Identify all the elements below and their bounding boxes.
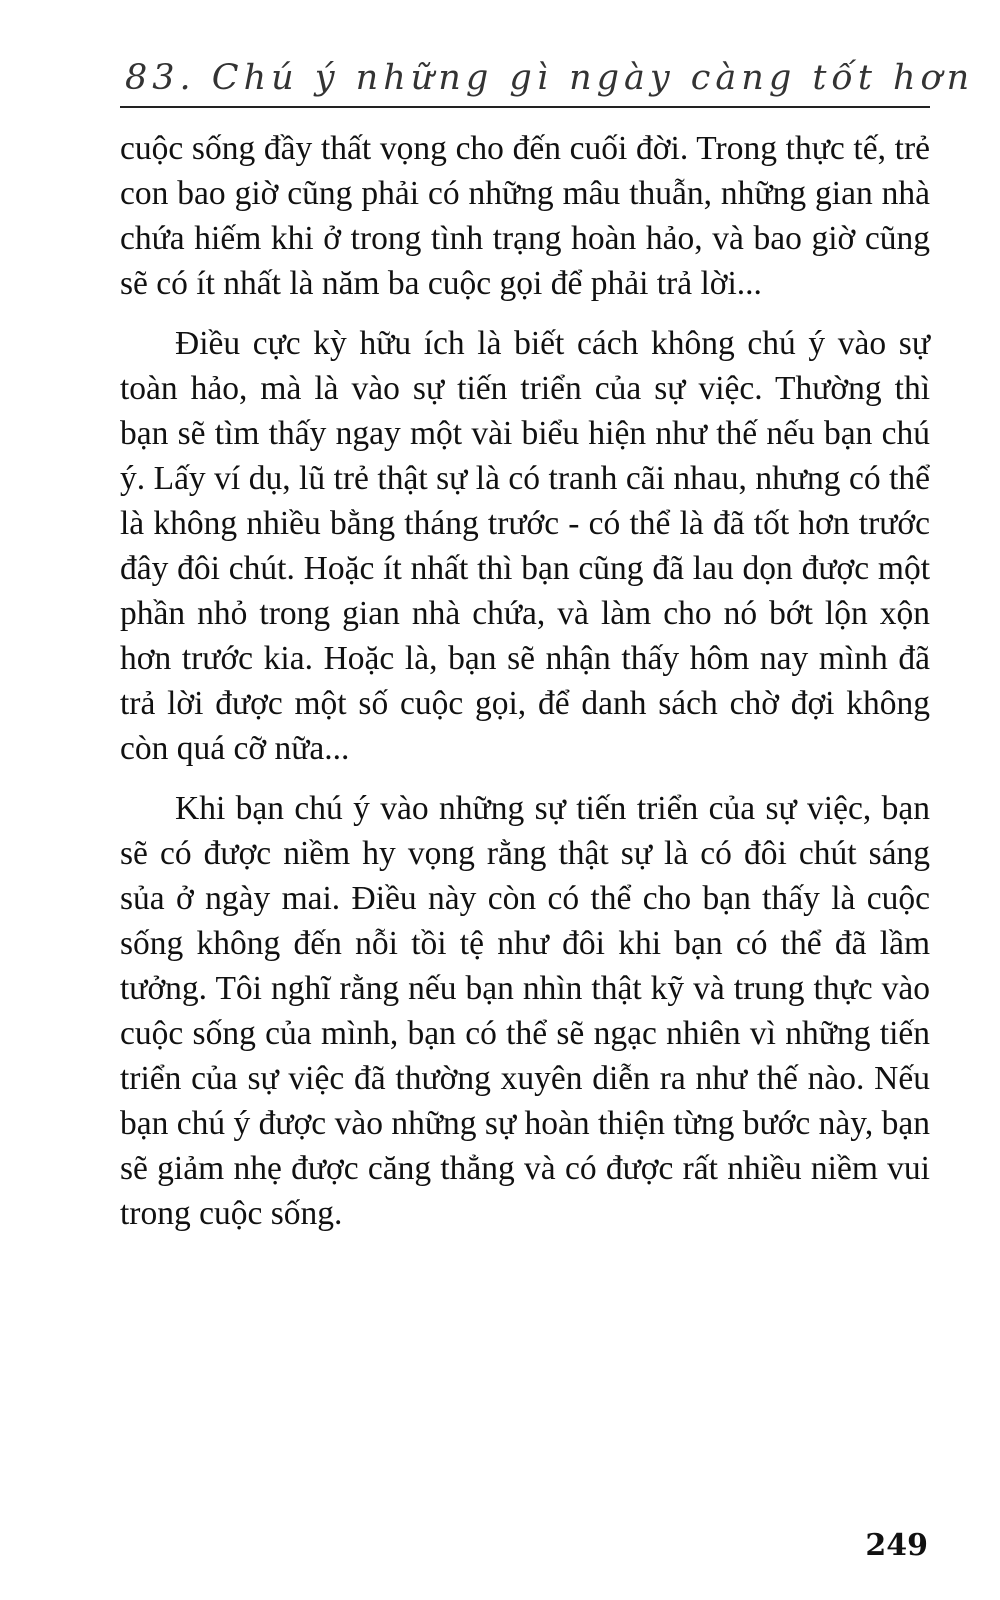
running-header [120, 46, 975, 108]
body-text [120, 126, 930, 1251]
paragraph-continued: cuộc sống đầy thất vọng cho đến cuối đời. Trong thực tế, trẻ con bao giờ cũng phải có những mâu thuẫn, những gian nhà chứa hiếm khi ở trong tình trạng hoàn hảo, và bao giờ cũng sẽ có ít nhất là năm ba cuộc gọi để phải trả lời... [120, 130, 930, 302]
paragraph: Khi bạn chú ý vào những sự tiến triển của sự việc, bạn sẽ có được niềm hy vọng rằng thật sự là có đôi chút sáng sủa ở ngày mai. Điều này còn có thể cho bạn thấy là cuộc sống không đến nỗi tồi tệ như đôi khi bạn có thể đã lầm tưởng. Tôi nghĩ rằng nếu bạn nhìn thật kỹ và trung thực vào cuộc sống của mình, bạn có thể sẽ ngạc nhiên vì những tiến triển của sự việc đã thường xuyên diễn ra như thế nào. Nếu bạn chú ý được vào những sự hoàn thiện từng bước này, bạn sẽ giảm nhẹ được căng thẳng và có được rất nhiều niềm vui trong cuộc sống. [120, 790, 930, 1232]
page-number: 249 [865, 1528, 928, 1563]
paragraph: Điều cực kỳ hữu ích là biết cách không chú ý vào sự toàn hảo, mà là vào sự tiến triển của sự việc. Thường thì bạn sẽ tìm thấy ngay một vài biểu hiện như thế nếu bạn chú ý. Lấy ví dụ, lũ trẻ thật sự là có tranh cãi nhau, nhưng có thể là không nhiều bằng tháng trước - có thể là đã tốt hơn trước đây đôi chút. Hoặc ít nhất thì bạn cũng đã lau dọn được một phần nhỏ trong gian nhà chứa, và làm cho nó bớt lộn xộn hơn trước kia. Hoặc là, bạn sẽ nhận thấy hôm nay mình đã trả lời được một số cuộc gọi, để danh sách chờ đợi không còn quá cỡ nữa... [120, 325, 930, 767]
chapter-title: 83. Chú ý những gì ngày càng tốt hơn [125, 58, 975, 98]
